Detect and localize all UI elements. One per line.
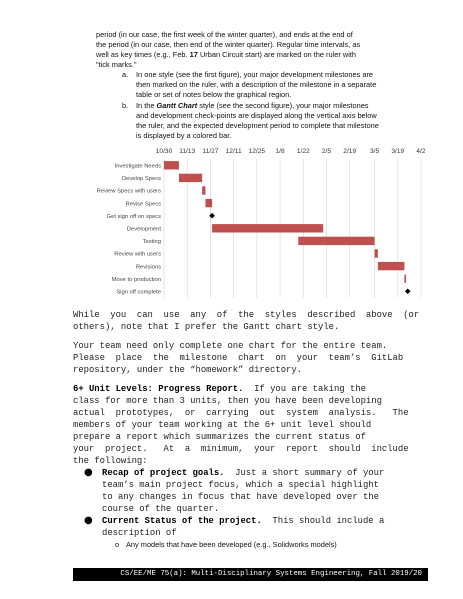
gantt-bar [212, 224, 323, 232]
bullet-dot-icon: ● [84, 467, 93, 478]
list-b-line-4: is displayed by a colored bar. [136, 131, 232, 140]
list-b-line-1: In the Gantt Chart style (see the second figure), your major milestones [136, 101, 369, 110]
intro-line-3: well as key times (e.g., Feb. 17 Urban Circuit start) are marked on the ruler with [96, 50, 357, 59]
para2-line-2: Please place the milestone chart on your team’s GitLab [73, 353, 404, 363]
task-label: Revisions [135, 264, 161, 271]
intro-line-4: "tick marks." [96, 60, 137, 69]
gantt-bar [375, 249, 378, 257]
section-heading: 6+ Unit Levels: Progress Report. [73, 384, 244, 394]
gantt-chart-svg [87, 143, 427, 305]
task-label: Move to production [111, 276, 161, 283]
task-label: Review Specs with users [96, 188, 161, 195]
gantt-bar [205, 199, 212, 207]
intro-line-2: the period (in our case, then end of the winter quarter). Regular time intervals, as [96, 40, 361, 49]
gantt-bar [378, 262, 405, 270]
list-b-line-3: the ruler, and the expected development period to complete that milestone [136, 121, 379, 130]
page-footer: CS/EE/ME 75(a): Multi-Disciplinary Systems Engineering, Fall 2019/20 [73, 568, 428, 581]
x-tick-label: 12/25 [248, 148, 266, 155]
bullet-1-line-3: to any changes in focus that have developed over the [102, 492, 379, 502]
para3-line-3: actual prototypes, or carrying out system analysis. The [73, 408, 409, 418]
gantt-bar [298, 237, 374, 245]
bullet-2-line-2: description of [102, 528, 177, 538]
x-tick-label: 11/13 [179, 148, 196, 155]
list-marker-b: b. [122, 101, 129, 110]
x-tick-label: 11/27 [202, 148, 219, 155]
sub-bullet-marker: o [115, 540, 120, 549]
para3-line-6: your project. At a minimum, your report should include [73, 444, 409, 454]
task-label: Revise Specs [125, 201, 161, 208]
para3-line-1: 6+ Unit Levels: Progress Report. If you are taking the [73, 384, 366, 394]
task-label: Get sign off on specs [106, 213, 161, 220]
x-tick-label: 1/8 [275, 148, 285, 155]
gantt-bar [179, 174, 202, 182]
x-tick-label: 3/5 [369, 148, 380, 155]
x-tick-label: 2/19 [343, 148, 357, 155]
para3-line-5: prepare a report which summarizes the current status of [73, 432, 366, 442]
para2-line-1: Your team need only complete one chart for the entire team. [73, 341, 388, 351]
x-tick-label: 3/19 [391, 148, 405, 155]
gantt-bar [164, 161, 179, 169]
task-label: Testing [142, 239, 161, 246]
list-b-line-2: and development check-points are displayed along the vertical axis below [136, 111, 377, 120]
x-tick-label: 12/11 [225, 148, 242, 155]
bullet-1-line-2: team’s main project focus, which a special highlight [102, 480, 379, 490]
task-label: Development [126, 226, 161, 233]
x-tick-label: 4/2 [416, 148, 426, 155]
x-tick-label: 10/30 [155, 148, 173, 155]
gantt-chart [87, 143, 427, 305]
intro-line-1: period (in our case, the first week of the winter quarter), and ends at the end of [96, 30, 353, 39]
para3-line-4: members of your team working at the 6+ unit level should [73, 420, 372, 430]
task-label: Review with users [114, 251, 161, 258]
list-a-line-3: table or set of notes below the graphical region. [136, 90, 292, 99]
bullet-1-line-1: Recap of project goals. Just a short summary of your [102, 468, 385, 478]
list-a-line-1: In one style (see the first figure), your major development milestones are [136, 70, 374, 79]
bullet-dot-icon: ● [84, 515, 93, 526]
gantt-bar [202, 186, 205, 194]
task-label: Develop Specs [122, 176, 161, 183]
para3-line-7: the following: [73, 456, 148, 466]
bullet-2-line-1: Current Status of the project. This should include a [102, 516, 385, 526]
list-marker-a: a. [122, 70, 129, 79]
para1-line-1: While you can use any of the styles described above (or [73, 310, 420, 320]
para1-line-2: others), note that I prefer the Gantt chart style. [73, 322, 340, 332]
task-label: Sign off complete [116, 289, 161, 296]
para2-line-3: repository, under the “homework” directory. [73, 365, 303, 375]
para3-line-2: class for more than 3 units, then you have been developing [73, 396, 382, 406]
sub-bullet-text: Any models that have been developed (e.g., Solidworks models) [126, 540, 337, 549]
milestone-marker [405, 289, 411, 295]
task-label: Investigate Needs [114, 163, 161, 170]
x-tick-label: 2/5 [321, 148, 332, 155]
x-tick-label: 1/22 [296, 148, 310, 155]
gantt-bar [404, 275, 406, 283]
bullet-1-line-4: course of the quarter. [102, 504, 220, 514]
list-a-line-2: then marked on the ruler, with a description of the milestone in a separate [136, 80, 377, 89]
